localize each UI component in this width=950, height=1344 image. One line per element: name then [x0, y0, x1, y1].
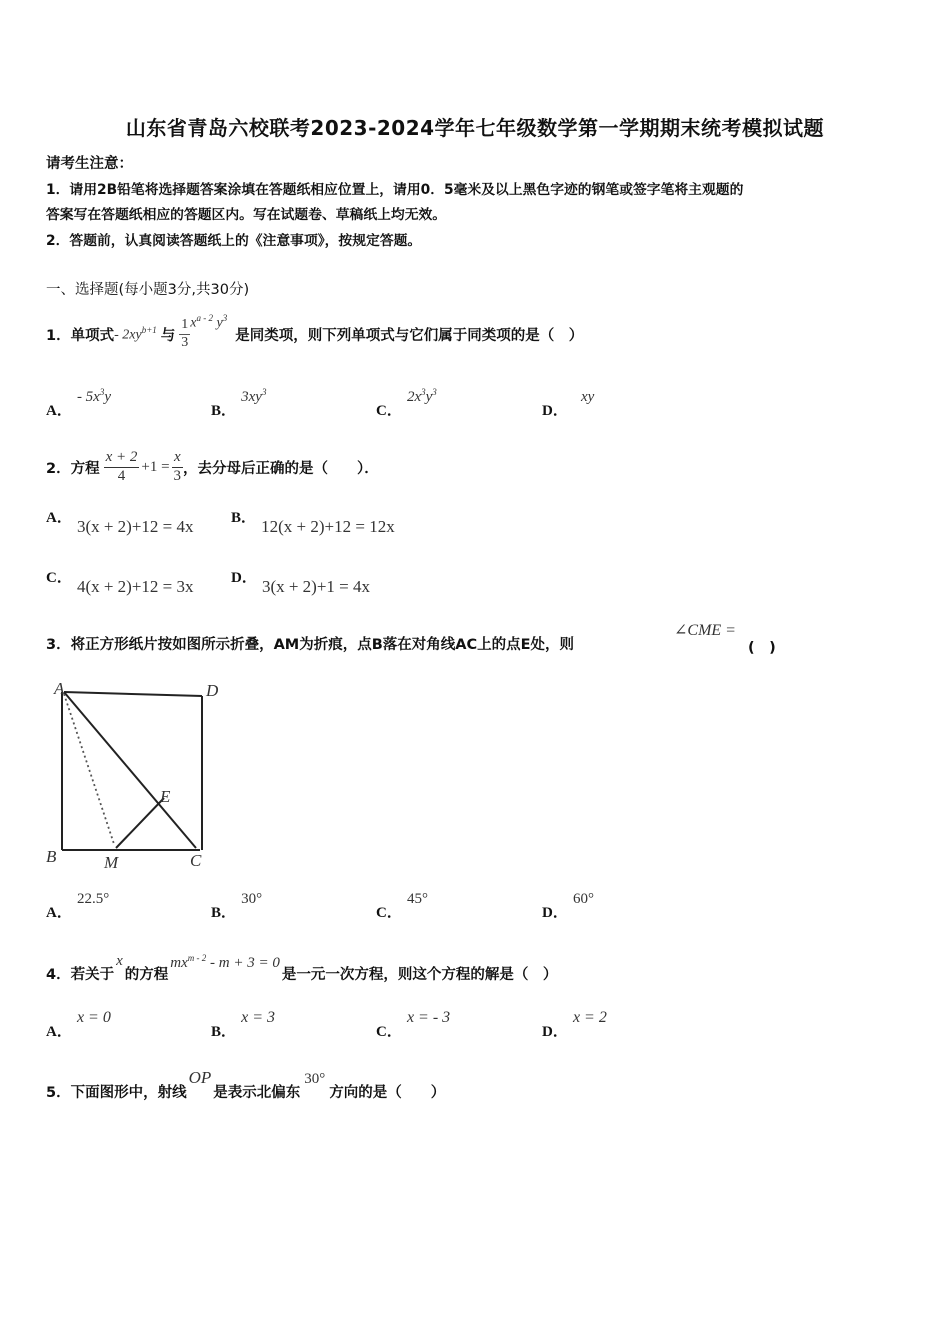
q2-mid: +1 =	[141, 458, 170, 475]
label-e: E	[160, 787, 171, 806]
q3-option-d[interactable]: D． 60°	[542, 891, 594, 921]
q3-prefix: 3．将正方形纸片按如图所示折叠，AM为折痕，点B落在对角线AC上的点E处，则	[46, 637, 575, 653]
notice-heading: 请考生注意：	[46, 156, 133, 172]
q1-mid: 与	[160, 327, 176, 344]
page-title: 山东省青岛六校联考2023-2024学年七年级数学第一学期期末统考模拟试题	[125, 116, 825, 140]
q3-suffix: ( )	[748, 640, 776, 656]
question-2	[46, 443, 379, 491]
q1-option-b-expr: $3xy^3$	[241, 387, 267, 405]
q1-option-b[interactable]: B． $3xy^3$	[211, 387, 267, 419]
q3-option-a[interactable]: A． 22.5°	[46, 891, 110, 921]
q4-var: x	[116, 953, 123, 969]
q1-option-d-expr: xy	[580, 389, 595, 405]
q1-prefix: 1．单项式	[46, 327, 115, 344]
notice-item-1-line-2: 答案写在答题纸相应的答题区内。写在试题卷、草稿纸上均无效。	[46, 207, 447, 223]
q4-mid: 的方程	[124, 967, 169, 983]
q4-option-b-value: x = 3	[241, 1009, 276, 1026]
q4-option-a[interactable]: A． x = 0	[46, 1009, 111, 1040]
q4-option-d[interactable]: D． x = 2	[542, 1009, 607, 1040]
question-4	[46, 948, 557, 984]
q1-option-c[interactable]: C． $2x^3y^3$	[376, 387, 437, 419]
q2-option-c-expr: 4(x + 2)+12 = 3x	[76, 577, 194, 596]
notice-item-2: 2．答题前，认真阅读答题纸上的《注意事项》，按规定答题。	[46, 233, 422, 249]
q3-angle: ∠CME =	[674, 622, 736, 639]
label-c: C	[190, 851, 202, 870]
question-1	[46, 304, 583, 364]
q3-option-c-value: 45°	[406, 891, 428, 907]
square-fold-diagram	[40, 676, 230, 870]
q4-equation: $mx^{m - 2} - m + 3 = 0$	[170, 953, 280, 971]
q4-option-a-value: x = 0	[76, 1009, 111, 1026]
q4-option-b[interactable]: B． x = 3	[211, 1009, 276, 1040]
label-a: A	[54, 679, 65, 698]
section-heading: 一、选择题(每小题3分,共30分)	[46, 282, 250, 298]
q2-option-c[interactable]: C． 4(x + 2)+12 = 3x	[46, 570, 194, 596]
notice-item-1-line-1: 1．请用2B铅笔将选择题答案涂填在答题纸相应位置上，请用0．5毫米及以上黑色字迹的钢笔或签字笔将主观题的	[46, 182, 744, 198]
question-3	[46, 633, 574, 654]
q1-expr2: $x^{a - 2}$ $y^3$	[190, 312, 228, 331]
q5-mid: 是表示北偏东	[213, 1085, 301, 1101]
q1-option-a[interactable]: A． - $5x^3y$	[46, 387, 112, 419]
q1-suffix: 是同类项，则下列单项式与它们属于同类项的是（ ）	[235, 327, 584, 344]
q3-option-d-value: 60°	[572, 891, 594, 907]
q2-fraction-1: $\frac{x + 2}{4}$	[105, 449, 138, 484]
q2-option-d-expr: 3(x + 2)+1 = 4x	[261, 577, 371, 596]
q3-option-a-value: 22.5°	[76, 891, 110, 907]
q4-prefix: 4．若关于	[46, 967, 115, 983]
q1-expr1: - $2xy^{b+1}$	[114, 324, 157, 343]
q2-option-a[interactable]: A． 3(x + 2)+12 = 4x	[46, 510, 194, 536]
q1-option-d[interactable]: D． xy	[542, 389, 595, 419]
question-5	[46, 1064, 445, 1102]
q3-option-b-value: 30°	[241, 891, 263, 907]
q2-option-d[interactable]: D． 3(x + 2)+1 = 4x	[231, 570, 371, 596]
q1-fraction: $\frac{1}{3}$	[181, 317, 189, 350]
q2-fraction-2: $\frac{x}{3}$	[173, 449, 182, 484]
q4-option-c[interactable]: C． x = - 3	[376, 1009, 451, 1040]
edge-ad	[64, 692, 202, 696]
q5-ray: OP	[188, 1068, 212, 1087]
q5-suffix: 方向的是（ ）	[329, 1085, 446, 1101]
label-d: D	[206, 681, 219, 700]
q3-option-c[interactable]: C． 45°	[376, 891, 428, 921]
label-b: B	[46, 847, 57, 866]
q2-prefix: 2．方程	[46, 460, 100, 477]
label-m: M	[104, 853, 119, 870]
fold-line-am	[64, 694, 114, 844]
q4-option-c-value: x = - 3	[406, 1009, 451, 1026]
q2-option-b[interactable]: B． 12(x + 2)+12 = 12x	[231, 510, 395, 536]
q1-option-c-expr: $2x^3y^3$	[406, 387, 437, 405]
q5-prefix: 5．下面图形中，射线	[46, 1085, 187, 1101]
q3-option-b[interactable]: B． 30°	[211, 891, 263, 921]
q1-option-a-expr: - $5x^3y$	[76, 387, 112, 405]
q2-option-b-expr: 12(x + 2)+12 = 12x	[261, 517, 395, 536]
q2-option-a-expr: 3(x + 2)+12 = 4x	[76, 517, 194, 536]
diagonal-ac	[64, 692, 196, 848]
q4-suffix: 是一元一次方程，则这个方程的解是（ ）	[281, 967, 558, 983]
segment-me	[116, 798, 164, 848]
q2-suffix: ，去分母后正确的是（ ）．	[183, 460, 379, 477]
q4-option-d-value: x = 2	[572, 1009, 607, 1026]
q5-angle: 30°	[304, 1071, 326, 1087]
